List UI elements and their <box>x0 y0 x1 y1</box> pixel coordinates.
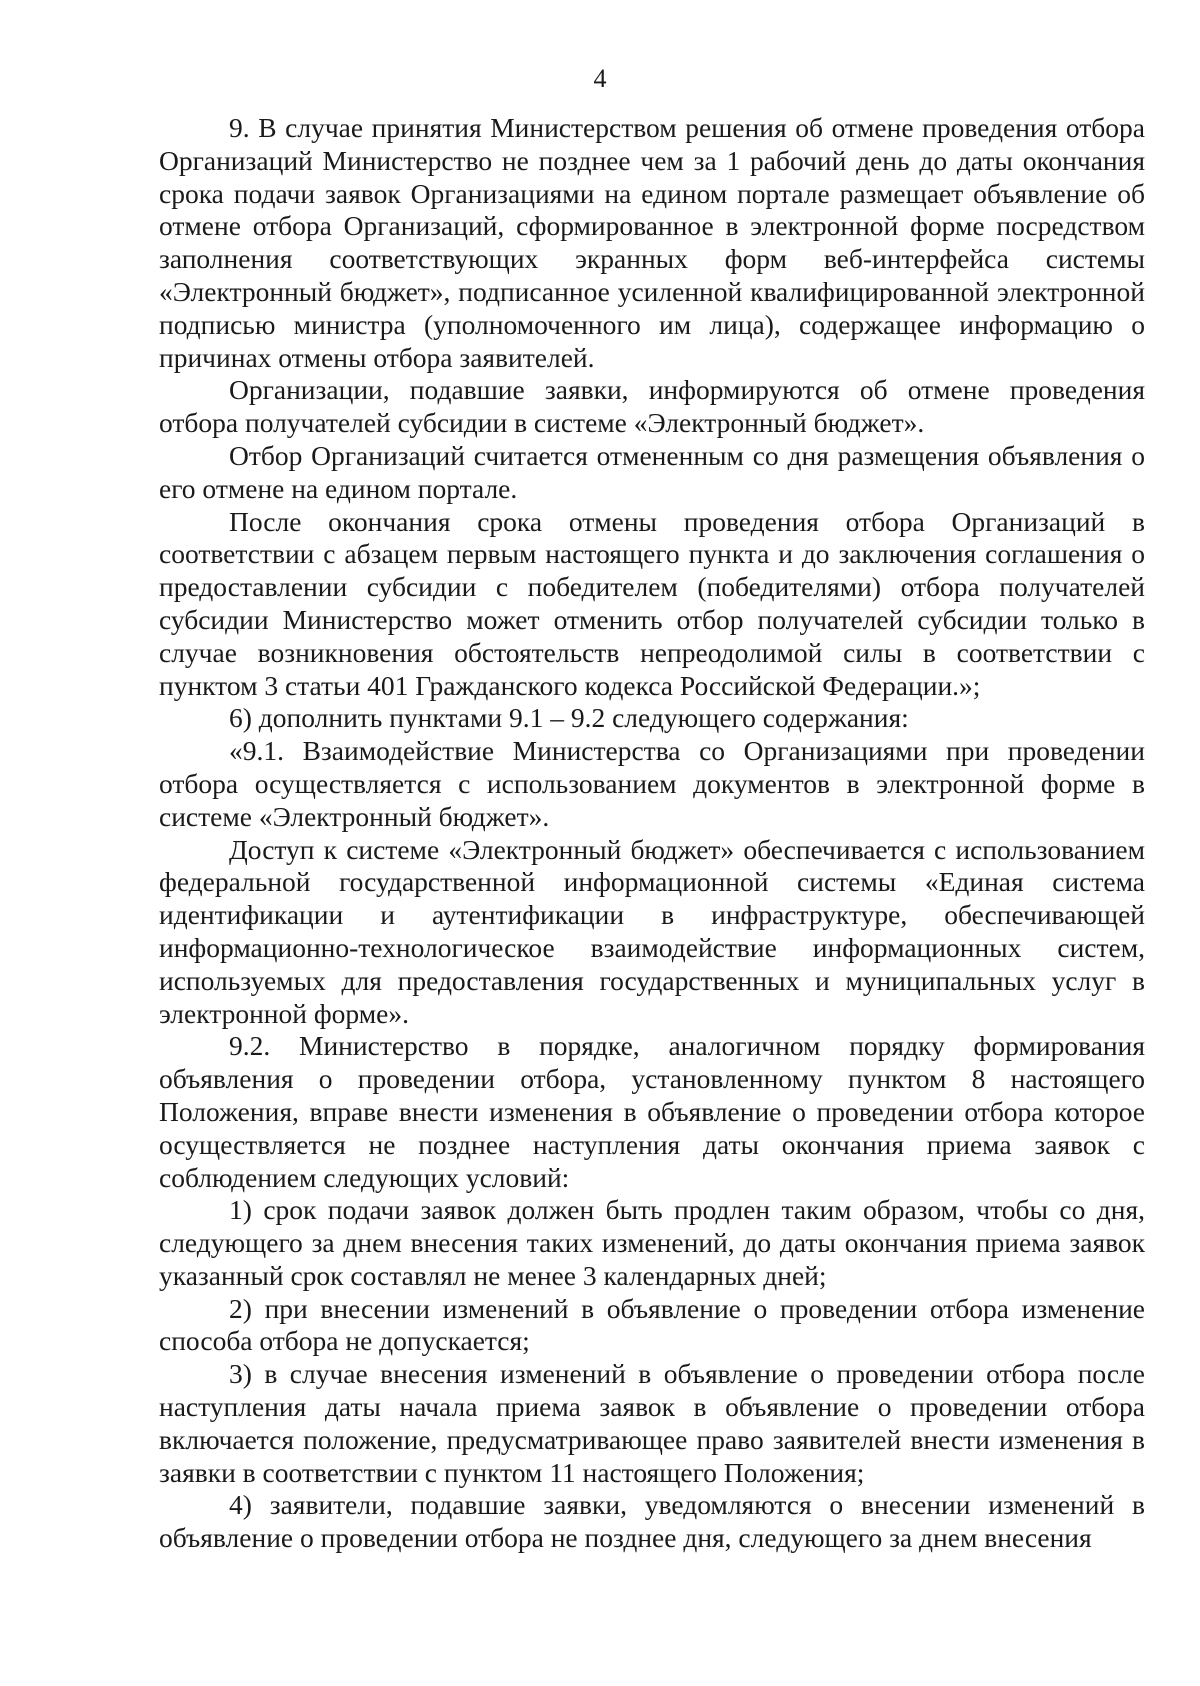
list-item-3: 3) в случае внесения изменений в объявление о проведении отбора после наступления даты начала приема заявок в объявление о проведении отбора включается положение, предусматривающее право заявителей внести изменения в заявки в соответствии с пунктом 11 настоящего Положения; <box>159 1358 1145 1488</box>
list-item-1: 1) срок подачи заявок должен быть продлен таким образом, чтобы со дня, следующего за днем внесения таких изменений, до даты окончания приема заявок указанный срок составлял не менее 3 календарных дней; <box>159 1194 1145 1291</box>
paragraph-selection-cancelled: Отбор Организаций считается отмененным со дня размещения объявления о его отмене на едином портале. <box>159 439 1145 504</box>
paragraph-9: 9. В случае принятия Министерством решения об отмене проведения отбора Организаций Министерство не позднее чем за 1 рабочий день до даты окончания срока подачи заявок Организациями на едином портале размещает объявление об отмене отбора Организаций, сформированное в электронной форме посредством заполнения соответствующих экранных форм веб-интерфейса системы «Электронный бюджет», подписанное усиленной квалифицированной электронной подписью министра (уполномоченного им лица), содержащее информацию о причинах отмены отбора заявителей. <box>159 112 1145 373</box>
paragraph-system-access: Доступ к системе «Электронный бюджет» обеспечивается с использованием федеральной государственной информационной системы «Единая система идентификации и аутентификации в инфраструктуре, обеспечивающей информационно-технологическое взаимодействие информационных систем, используемых для предоставления государственных и муниципальных услуг в электронной форме». <box>159 833 1145 1029</box>
document-body <box>159 112 1145 1555</box>
paragraph-organizations-informed: Организации, подавшие заявки, информируются об отмене проведения отбора получателей субсидии в системе «Электронный бюджет». <box>159 374 1145 439</box>
paragraph-9-1: «9.1. Взаимодействие Министерства со Организациями при проведении отбора осуществляется с использованием документов в электронной форме в системе «Электронный бюджет». <box>159 735 1145 832</box>
paragraph-9-2: 9.2. Министерство в порядке, аналогичном порядку формирования объявления о проведении отбора, установленному пунктом 8 настоящего Положения, вправе внести изменения в объявление о проведении отбора которое осуществляется не позднее наступления даты окончания приема заявок с соблюдением следующих условий: <box>159 1030 1145 1193</box>
paragraph-after-cancellation-deadline: После окончания срока отмены проведения отбора Организаций в соответствии с абзацем первым настоящего пункта и до заключения соглашения о предоставлении субсидии с победителем (победителями) отбора получателей субсидии Министерство может отменить отбор получателей субсидии только в случае возникновения обстоятельств непреодолимой силы в соответствии с пунктом 3 статьи 401 Гражданского кодекса Российской Федерации.»; <box>159 505 1145 701</box>
list-item-4: 4) заявители, подавшие заявки, уведомляются о внесении изменений в объявление о проведении отбора не позднее дня, следующего за днем внесения <box>159 1489 1145 1554</box>
page-number: 4 <box>593 64 607 93</box>
paragraph-amendment-6: 6) дополнить пунктами 9.1 – 9.2 следующего содержания: <box>229 702 909 734</box>
list-item-2: 2) при внесении изменений в объявление о проведении отбора изменение способа отбора не допускается; <box>159 1292 1145 1357</box>
